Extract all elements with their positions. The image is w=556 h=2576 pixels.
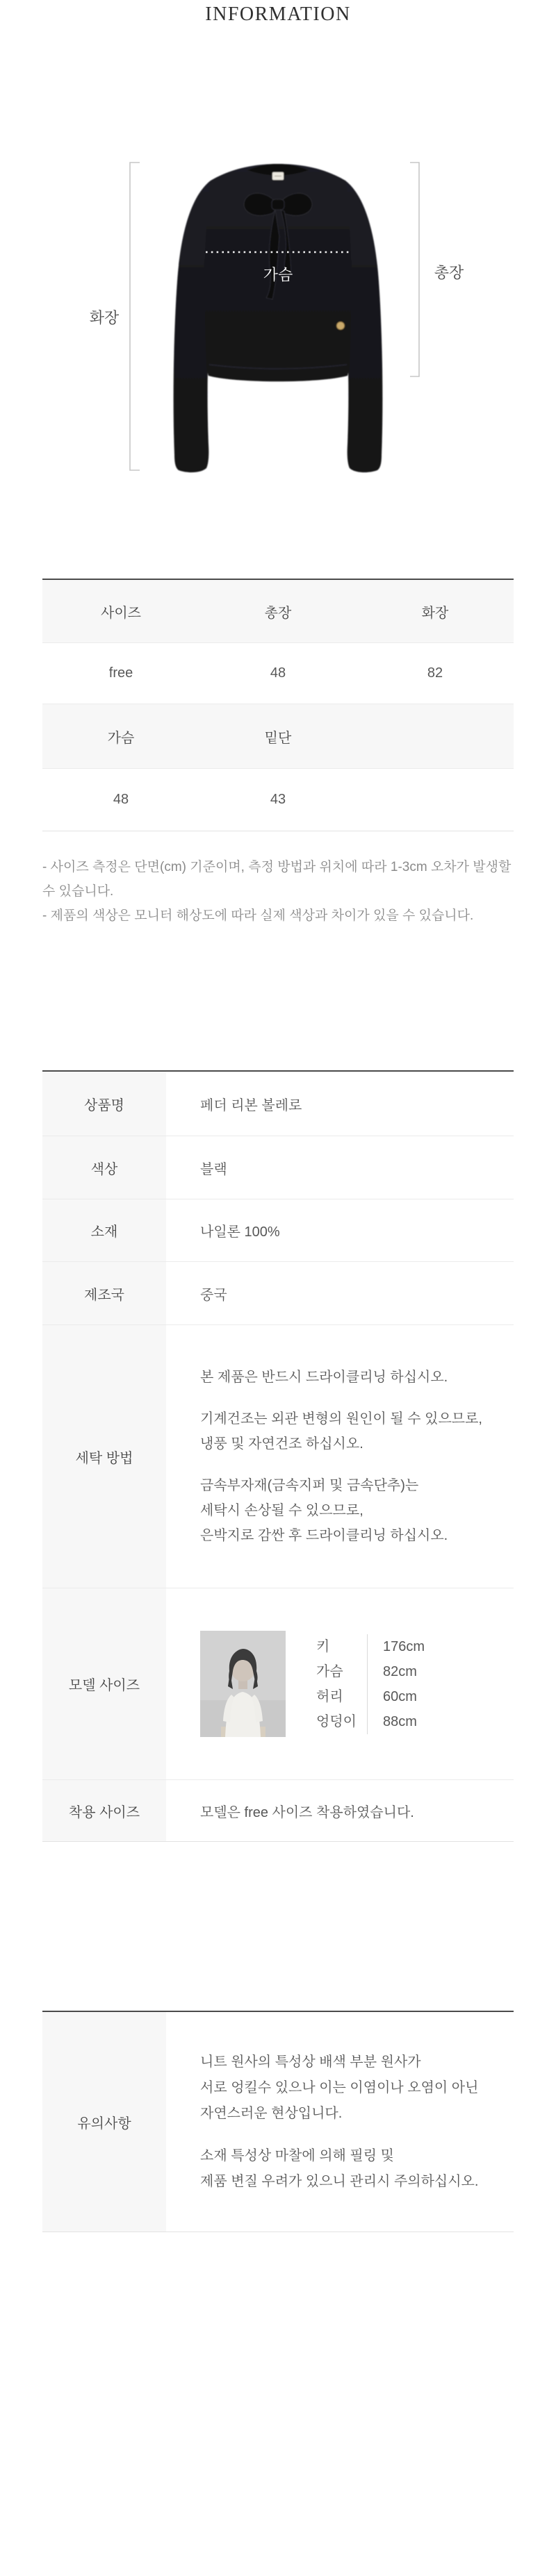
- measurement-name: 엉덩이: [316, 1713, 357, 1729]
- caution-value: [166, 2012, 514, 2232]
- gold-button: [337, 322, 345, 330]
- size-notes: [42, 855, 522, 928]
- model-size-block: [200, 1631, 425, 1737]
- caution-line: 니트 원사의 특성상 배색 부분 원사가: [200, 2054, 421, 2070]
- care-paragraph: [200, 1365, 448, 1390]
- model-photo-image: [200, 1631, 286, 1737]
- chest-header-cell: 가슴: [107, 730, 135, 746]
- sleeve-value-cell: 82: [427, 665, 443, 681]
- care-line: 금속부자재(금속지퍼 및 금속단추)는: [200, 1478, 419, 1493]
- size-value-cell: free: [108, 665, 133, 681]
- hem-value-cell: 43: [270, 792, 286, 807]
- length-header-cell: 총장: [264, 605, 292, 621]
- chest-value-cell: 48: [113, 792, 129, 807]
- care-paragraph: [200, 1406, 482, 1456]
- care-line: 세탁시 손상될 수 있으므로,: [200, 1503, 363, 1518]
- measurement-value: 82cm: [383, 1663, 417, 1679]
- measurement-name: 가슴: [316, 1663, 343, 1679]
- caution-paragraph: [200, 2143, 478, 2195]
- measurement-values-column: [367, 1634, 425, 1734]
- detail-label: 상품명: [42, 1072, 166, 1136]
- detail-value: 나일론 100%: [200, 1224, 280, 1240]
- measurement-name: 키: [316, 1638, 330, 1654]
- detail-label: 색상: [42, 1136, 166, 1199]
- measurement-value: 176cm: [383, 1638, 425, 1654]
- detail-value-model: [166, 1588, 514, 1779]
- detail-value: 모델은 free 사이즈 착용하였습니다.: [200, 1804, 414, 1820]
- detail-row-material: [42, 1199, 514, 1261]
- page-title: INFORMATION: [205, 3, 351, 25]
- care-line: 본 제품은 반드시 드라이클리닝 하십시오.: [200, 1370, 448, 1385]
- detail-value-care: [166, 1325, 514, 1588]
- detail-label: 모델 사이즈: [42, 1588, 166, 1779]
- measurement-names-column: [316, 1634, 367, 1734]
- note-line: - 제품의 색상은 모니터 해상도에 따라 실제 색상과 차이가 있을 수 있습니다.: [42, 908, 474, 923]
- detail-value: 블랙: [200, 1161, 227, 1177]
- caution-label: 유의사항: [42, 2012, 166, 2232]
- sleeve-length-label: 화장: [89, 309, 120, 326]
- care-line: 냉풍 및 자연건조 하십시오.: [200, 1436, 363, 1452]
- model-measurements: [316, 1634, 425, 1734]
- length-measure-bracket: [410, 163, 419, 376]
- product-details-table: [42, 1070, 514, 1842]
- size-diagram: [0, 139, 556, 486]
- size-table: [42, 579, 514, 831]
- measurement-name: 허리: [316, 1688, 343, 1704]
- size-table-header-row-1: [42, 580, 514, 642]
- model-photo: [200, 1631, 286, 1737]
- caution-line: 자연스러운 현상입니다.: [200, 2105, 343, 2121]
- detail-row-care: [42, 1324, 514, 1588]
- care-line: 기계건조는 외관 변형의 원인이 될 수 있으므로,: [200, 1411, 482, 1427]
- detail-row-model-size: [42, 1588, 514, 1779]
- detail-row-color: [42, 1136, 514, 1199]
- garment-illustration: [174, 164, 383, 472]
- size-table-value-row-2: [42, 768, 514, 831]
- caution-line: 제품 변질 우려가 있으니 관리시 주의하십시오.: [200, 2173, 479, 2189]
- size-table-header-row-2: [42, 704, 514, 768]
- chest-label: 가슴: [263, 266, 293, 283]
- size-header-cell: 사이즈: [101, 605, 141, 621]
- measurement-value: 88cm: [383, 1713, 417, 1729]
- detail-row-origin: [42, 1261, 514, 1324]
- detail-label: 제조국: [42, 1262, 166, 1324]
- length-value-cell: 48: [270, 665, 286, 681]
- detail-label: 착용 사이즈: [42, 1780, 166, 1841]
- sleeve-measure-bracket: [130, 163, 140, 470]
- hem-header-cell: 밑단: [264, 730, 292, 746]
- detail-label: 세탁 방법: [42, 1325, 166, 1588]
- detail-row-fit-size: [42, 1779, 514, 1841]
- caution-line: 소재 특성상 마찰에 의해 필링 및: [200, 2147, 394, 2163]
- caution-row: [42, 2012, 514, 2232]
- care-paragraph: [200, 1473, 448, 1548]
- detail-value: 페더 리본 볼레로: [200, 1097, 302, 1113]
- note-line: - 사이즈 측정은 단면(cm) 기준이며, 측정 방법과 위치에 따라 1-3cm 오차가 발생할 수 있습니다.: [42, 860, 512, 899]
- total-length-label: 총장: [434, 264, 464, 281]
- care-line: 은박지로 감싼 후 드라이클리닝 하십시오.: [200, 1528, 448, 1543]
- detail-label: 소재: [42, 1199, 166, 1261]
- sleeve-header-cell: 화장: [421, 605, 449, 621]
- caution-paragraph: [200, 2050, 478, 2127]
- measurement-value: 60cm: [383, 1688, 417, 1704]
- caution-line: 서로 엉킬수 있으나 이는 이염이나 오염이 아닌: [200, 2079, 479, 2095]
- size-table-value-row-1: [42, 642, 514, 704]
- detail-row-product-name: [42, 1072, 514, 1136]
- caution-table: [42, 2011, 514, 2232]
- detail-value: 중국: [200, 1287, 227, 1303]
